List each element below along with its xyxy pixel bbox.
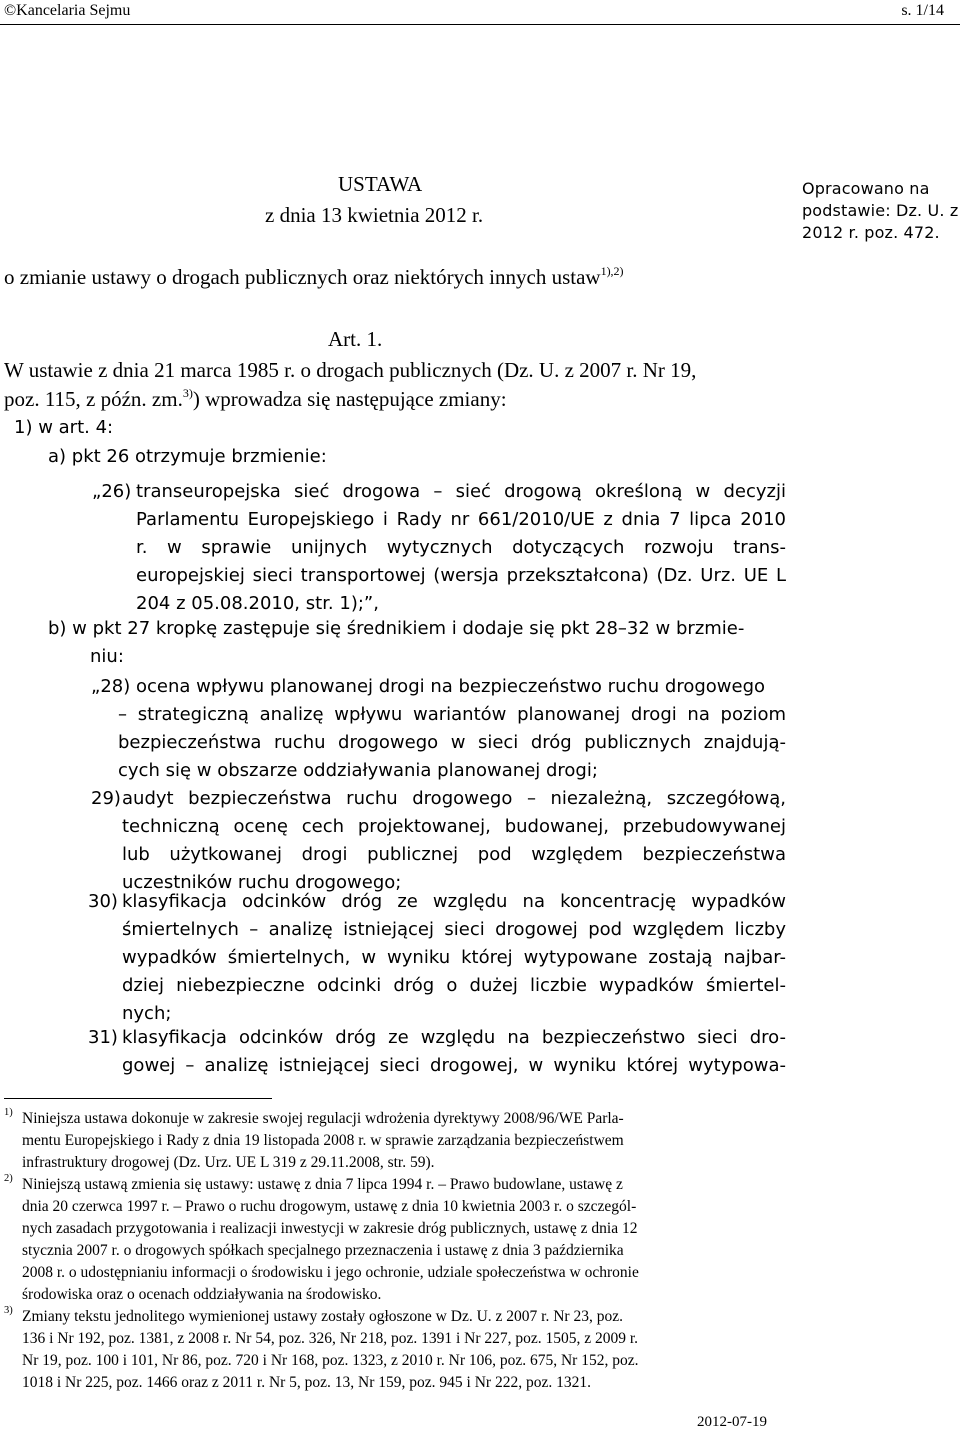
point-b: b) w pkt 27 kropkę zastępuje się średnikiem i dodaje się pkt 28–32 w brzmie- — [48, 618, 745, 639]
footnote-1 — [4, 1108, 774, 1174]
footnote-line: 2008 r. o udostępnianiu informacji o środowisku i jego ochronie, udziale społeczeństwa w ochronie — [22, 1264, 639, 1281]
footnotes — [4, 1108, 774, 1394]
definition-28-text — [118, 701, 786, 785]
footnote-mark: 1) — [4, 1107, 13, 1118]
footnote-3 — [4, 1306, 774, 1394]
article-intro-text: poz. 115, z późn. zm. — [4, 387, 183, 411]
definition-28-first-line: ocena wpływu planowanej drogi na bezpieczeństwo ruchu drogowego — [136, 676, 766, 697]
definition-31-text — [122, 1024, 786, 1080]
definition-29-number: 29) — [91, 788, 121, 809]
definition-line: techniczną ocenę cech projektowanej, budowanej, przebudowywanej — [122, 816, 786, 837]
footnote-line: 136 i Nr 192, poz. 1381, z 2008 r. Nr 54, poz. 326, Nr 218, poz. 1391 i Nr 227, poz. 1505, z 2009 r. — [22, 1330, 639, 1347]
article-intro-text: ) wprowadza się następujące zmiany: — [192, 387, 507, 411]
definition-line: – strategiczną analizę wpływu wariantów planowanej drogi na poziom — [118, 704, 786, 725]
definition-line: gowej – analizę istniejącej sieci drogowej, w wyniku której wytypowa- — [122, 1055, 786, 1076]
definition-30-text — [122, 888, 786, 1028]
point-b-continued: niu: — [90, 646, 124, 667]
act-type-title: USTAWA — [338, 172, 423, 196]
definition-line: klasyfikacja odcinków dróg ze względu na bezpieczeństwo sieci dro- — [122, 1027, 786, 1048]
footnote-line: infrastruktury drogowej (Dz. Urz. UE L 319 z 29.11.2008, str. 59). — [22, 1154, 435, 1171]
definition-line: europejskiej sieci transportowej (wersja przekształcona) (Dz. Urz. UE L — [136, 565, 786, 586]
article-footnote-ref: 3) — [182, 386, 193, 400]
header-divider — [0, 24, 960, 25]
definition-line: 204 z 05.08.2010, str. 1);”, — [136, 593, 379, 614]
act-subject-footnote-ref: 1),2) — [600, 264, 624, 278]
footnote-line: Niniejszą ustawą zmienia się ustawy: ustawę z dnia 7 lipca 1994 r. – Prawo budowlane, ustawę z — [22, 1176, 623, 1193]
definition-line: nych; — [122, 1003, 172, 1024]
footnote-mark: 2) — [4, 1173, 13, 1184]
point-1: 1) w art. 4: — [14, 417, 114, 438]
footnote-line: środowiska oraz o ocenach oddziaływania na środowisko. — [22, 1286, 382, 1303]
definition-line: klasyfikacja odcinków dróg ze względu na koncentrację wypadków — [122, 891, 786, 912]
definition-26-text — [136, 478, 786, 618]
definition-line: r. w sprawie unijnych wytycznych dotyczących rozwoju trans- — [136, 537, 786, 558]
definition-29-text — [122, 785, 786, 897]
footnote-line: mentu Europejskiego i Rady z dnia 19 listopada 2008 r. w sprawie zarządzania bezpieczeństwem — [22, 1132, 624, 1149]
definition-line: wypadków śmiertelnych, w wyniku której wytypowane zostają najbar- — [122, 947, 786, 968]
definition-line: uczestników ruchu drogowego; — [122, 872, 402, 893]
act-date-title: z dnia 13 kwietnia 2012 r. — [265, 203, 484, 227]
source-note-line: podstawie: Dz. U. z — [802, 201, 959, 220]
definition-line: śmiertelnych – analizę istniejącej sieci drogowej pod względem liczby — [122, 919, 786, 940]
definition-line: lub użytkowanej drogi publicznej pod względem bezpieczeństwa — [122, 844, 786, 865]
footnote-line: Zmiany tekstu jednolitego wymienionej ustawy zostały ogłoszone w Dz. U. z 2007 r. Nr 23, poz. — [22, 1308, 623, 1325]
footnote-mark: 3) — [4, 1305, 13, 1316]
source-note-line: 2012 r. poz. 472. — [802, 223, 940, 242]
footnote-line: nych zasadach przygotowania i realizacji inwestycji w zakresie dróg publicznych, ustawę z dnia 12 — [22, 1220, 638, 1237]
definition-31-number: 31) — [88, 1027, 118, 1048]
footnote-2 — [4, 1174, 774, 1306]
definition-line: cych się w obszarze oddziaływania planowanej drogi; — [118, 760, 598, 781]
definition-line: audyt bezpieczeństwa ruchu drogowego – niezależną, szczegółową, — [122, 788, 786, 809]
act-subject-title — [4, 265, 624, 290]
header-source: ©Kancelaria Sejmu — [4, 2, 131, 19]
definition-26-number: „26) — [92, 481, 132, 502]
footnote-divider — [4, 1098, 272, 1099]
article-intro-line — [4, 385, 507, 417]
definition-line: Parlamentu Europejskiego i Rady nr 661/2010/UE z dnia 7 lipca 2010 — [136, 509, 786, 530]
act-subject-text: o zmianie ustawy o drogach publicznych oraz niektórych innych ustaw — [4, 265, 601, 289]
source-note — [802, 178, 960, 244]
footer-date: 2012-07-19 — [697, 1414, 767, 1430]
header-page-number: s. 1/14 — [901, 2, 944, 19]
definition-28-number: „28) — [91, 676, 131, 697]
definition-30-number: 30) — [88, 891, 118, 912]
definition-line: bezpieczeństwa ruchu drogowego w sieci dróg publicznych znajdują- — [118, 732, 786, 753]
footnote-line: stycznia 2007 r. o drogowych spółkach specjalnego przeznaczenia i ustawę z dnia 3 października — [22, 1242, 624, 1259]
footnote-line: 1018 i Nr 225, poz. 1466 oraz z 2011 r. Nr 5, poz. 13, Nr 159, poz. 945 i Nr 222, poz. 1321. — [22, 1374, 591, 1391]
definition-line: transeuropejska sieć drogowa – sieć drogową określoną w decyzji — [136, 481, 786, 502]
article-intro-line: W ustawie z dnia 21 marca 1985 r. o drogach publicznych (Dz. U. z 2007 r. Nr 19, — [4, 358, 697, 382]
footnote-line: Niniejsza ustawa dokonuje w zakresie swojej regulacji wdrożenia dyrektywy 2008/96/WE Parla- — [22, 1110, 624, 1127]
footnote-line: Nr 19, poz. 100 i 101, Nr 86, poz. 720 i Nr 168, poz. 1323, z 2010 r. Nr 106, poz. 675, Nr 152, poz. — [22, 1352, 639, 1369]
source-note-line: Opracowano na — [802, 179, 930, 198]
point-a: a) pkt 26 otrzymuje brzmienie: — [48, 446, 327, 467]
footnote-line: dnia 20 czerwca 1997 r. – Prawo o ruchu drogowym, ustawę z dnia 10 kwietnia 2003 r. o szczegól- — [22, 1198, 637, 1215]
definition-line: dziej niebezpieczne odcinki dróg o dużej liczbie wypadków śmiertel- — [122, 975, 786, 996]
article-heading: Art. 1. — [328, 327, 383, 351]
